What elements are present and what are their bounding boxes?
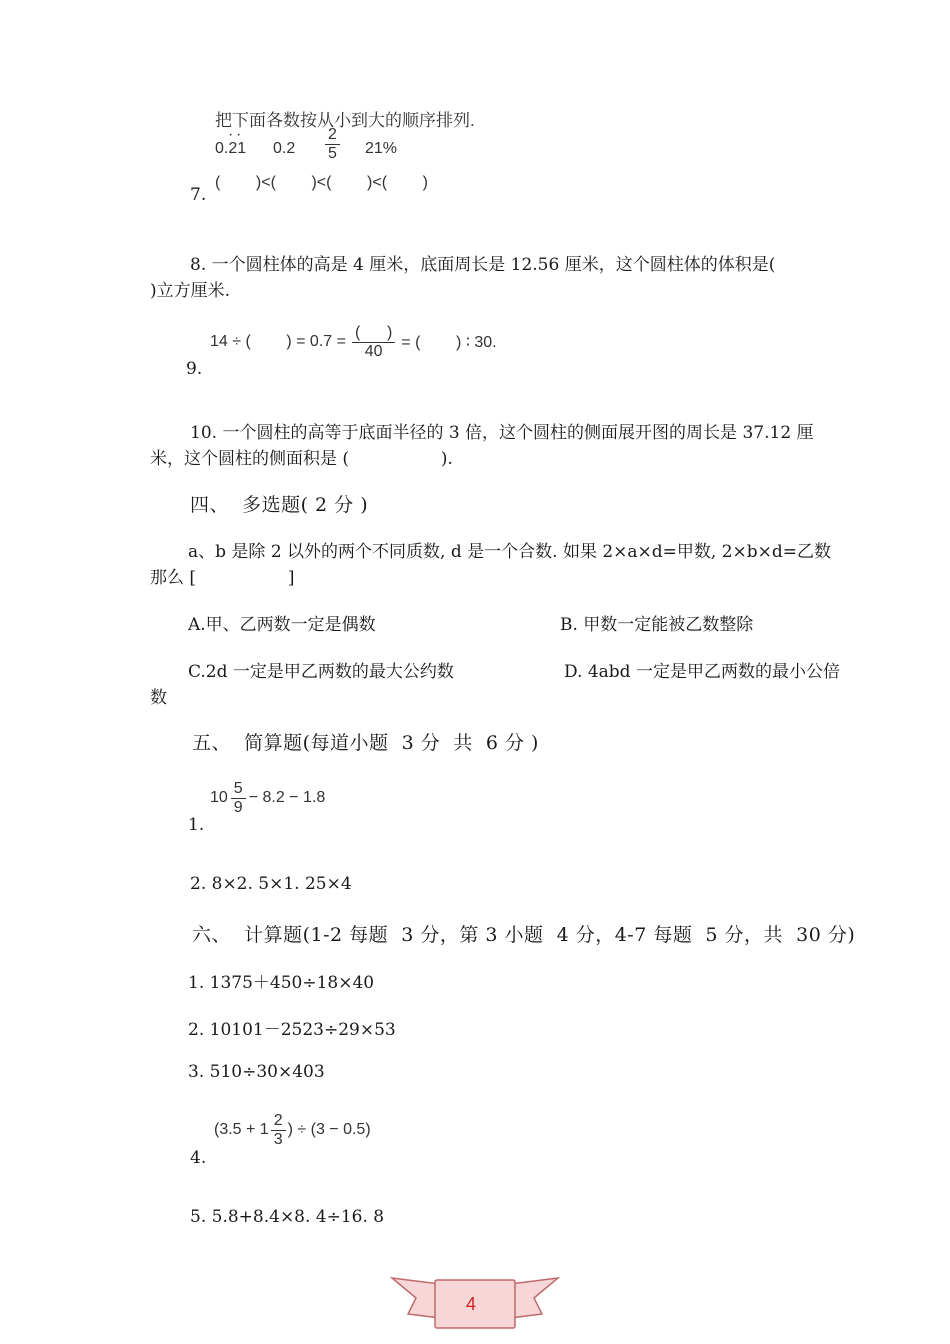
q7-number-0.2: 0.2 [273, 140, 296, 157]
q10-line2: 米，这个圆柱的侧面积是 ( ). [150, 449, 453, 469]
section5-problem2: 2. 8×2. 5×1. 25×4 [190, 874, 352, 894]
banner-left-tail [392, 1278, 440, 1318]
option-a[interactable]: A.甲、乙两数一定是偶数 [188, 615, 376, 635]
repeating-dot: · [228, 126, 234, 143]
option-c[interactable]: C.2d 一定是甲乙两数的最大公约数 [188, 662, 454, 682]
q7-instruction: 把下面各数按从小到大的顺序排列. [215, 111, 475, 130]
section4-question-line2: 那么 [ ] [150, 568, 295, 588]
section4-title: 四、 多选题( 2 分 ) [190, 494, 369, 516]
q9-equation: 14 ÷ ( ) = 0.7 = $\frac{( )}{40}$ = ( ) ∶ 30. [210, 324, 497, 360]
banner-right-tail [510, 1278, 558, 1318]
option-d-line2: 数 [150, 688, 167, 708]
section5-problem1-expression: 10 $\frac{5}{9}$ − 8.2 − 1.8 [210, 780, 326, 816]
option-d-line1[interactable]: D. 4abd 一定是甲乙两数的最小公倍 [564, 662, 840, 682]
section6-problem5: 5. 5.8+8.4×8. 4÷16. 8 [190, 1207, 385, 1227]
q8-line1: 8. 一个圆柱体的高是 4 厘米，底面周长是 12.56 厘米，这个圆柱体的体积是( [190, 255, 776, 275]
q10-line1: 10. 一个圆柱的高等于底面半径的 3 倍，这个圆柱的侧面展开图的周长是 37.12 厘 [190, 423, 814, 443]
section6-problem4-expression: (3.5 + 1 $\frac{2}{3}$ ) ÷ (3 − 0.5) [214, 1112, 371, 1148]
page-number: 4 [466, 1294, 477, 1314]
q8-line2: )立方厘米. [150, 281, 231, 301]
q7-number-21pct: 21% [365, 140, 398, 157]
q7-answer-blanks[interactable]: ( )<( )<( )<( ) [215, 174, 428, 191]
q9-number: 9. [186, 359, 203, 379]
section5-problem1-number: 1. [188, 815, 205, 835]
option-b[interactable]: B. 甲数一定能被乙数整除 [560, 615, 754, 635]
section6-title: 六、 计算题(1-2 每题 3 分，第 3 小题 4 分，4-7 每题 5 分，共 30 分) [192, 924, 856, 946]
section5-title: 五、 简算题(每道小题 3 分 共 6 分 ) [192, 732, 539, 754]
section4-question-line1: a、b 是除 2 以外的两个不同质数, d 是一个合数. 如果 2×a×d=甲数, 2×b×d=乙数 [188, 542, 832, 562]
section6-problem4-number: 4. [190, 1148, 207, 1168]
section6-problem3: 3. 510÷30×403 [188, 1062, 325, 1082]
section6-problem1: 1. 1375＋450÷18×40 [188, 973, 375, 993]
q7-fraction: $\frac{2}{5}$ [325, 126, 340, 162]
q7-number-0.21: 0.21 [215, 140, 247, 157]
q7-number: 7. [190, 185, 207, 205]
repeating-dot: · [236, 126, 242, 143]
section6-problem2: 2. 10101－2523÷29×53 [188, 1020, 396, 1040]
